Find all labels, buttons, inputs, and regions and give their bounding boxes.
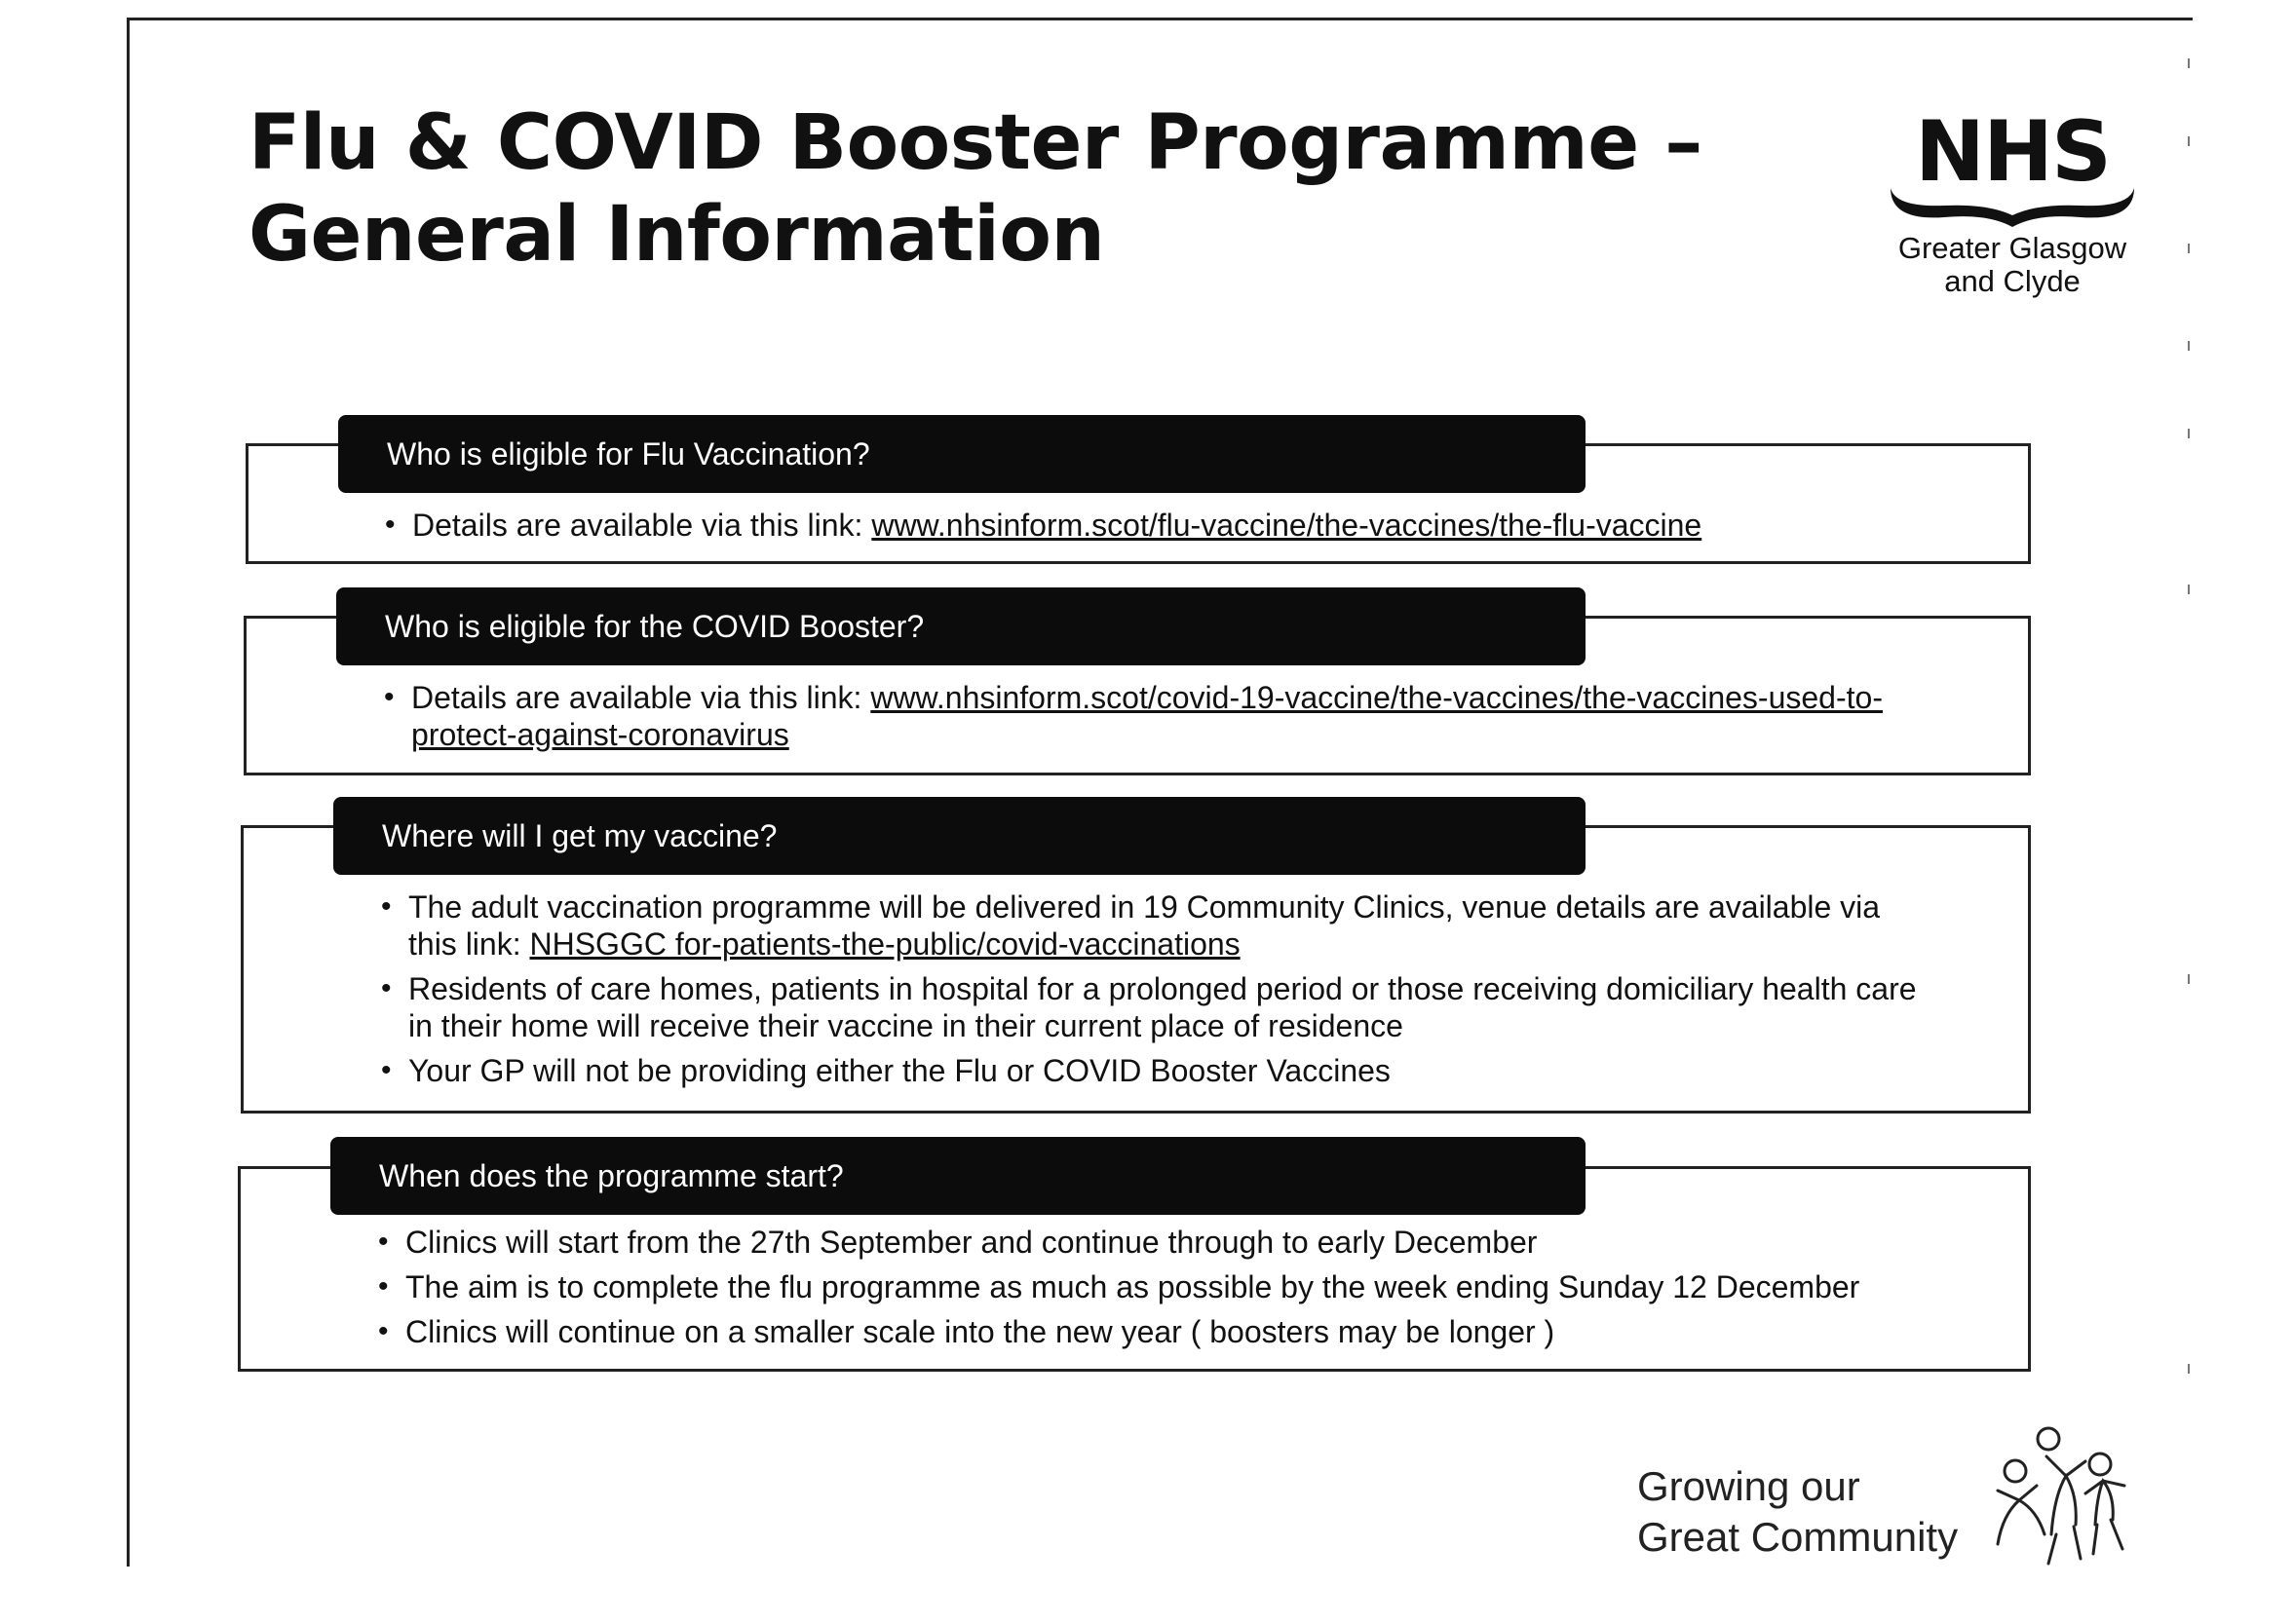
nhs-logo-line-2: and Clyde: [1944, 264, 2081, 298]
list-item: [378, 1224, 1976, 1261]
list-item: [381, 1052, 1921, 1089]
section-heading: Who is eligible for Flu Vaccination?: [338, 415, 1586, 493]
covid-vaccine-link[interactable]: www.nhsinform.scot/covid-19-vaccine/the-vaccines/the-vaccines-used-to-protect-against-coronavirus: [411, 680, 1883, 752]
list-item: [381, 970, 1921, 1044]
nhs-logo-brand: NHS: [1915, 103, 2110, 201]
bullet-text: The adult vaccination programme will be delivered in 19 Community Clinics, venue details are available via this link:: [408, 889, 1881, 962]
footer-line-1: Growing our: [1637, 1463, 1860, 1509]
flu-vaccine-link[interactable]: www.nhsinform.scot/flu-vaccine/the-vaccines/the-flu-vaccine: [871, 508, 1702, 543]
nhs-logo-line-1: Greater Glasgow: [1897, 231, 2127, 265]
bullet-list: [378, 1224, 1976, 1358]
bullet-text: Your GP will not be providing either the Flu or COVID Booster Vaccines: [408, 1053, 1391, 1088]
list-item: [381, 888, 1921, 963]
bullet-text: Details are available via this link:: [412, 508, 872, 543]
page-frame-top: [127, 18, 2193, 20]
bullet-text: Clinics will continue on a smaller scale into the new year ( boosters may be longer ): [405, 1314, 1555, 1349]
section-heading: Who is eligible for the COVID Booster?: [336, 587, 1586, 665]
section-heading: Where will I get my vaccine?: [333, 797, 1586, 875]
list-item: [385, 507, 1993, 544]
footer-line-2: Great Community: [1637, 1514, 1959, 1560]
scan-edge-marks: [2188, 39, 2194, 1500]
page-title-line-2: General Information: [248, 191, 1105, 279]
list-item: [384, 679, 1904, 753]
list-item: [378, 1313, 1976, 1350]
list-item: [378, 1268, 1976, 1305]
bullet-text: The aim is to complete the flu programme as much as possible by the week ending Sunday 12 December: [405, 1269, 1860, 1304]
bullet-text: Clinics will start from the 27th September and continue through to early December: [405, 1225, 1538, 1260]
page-title-line-1: Flu & COVID Booster Programme –: [248, 99, 1702, 187]
bullet-list: [385, 507, 1993, 551]
bullet-text: Residents of care homes, patients in hospital for a prolonged period or those receiving domiciliary health care in their home will receive their vaccine in their current place of residence: [408, 971, 1917, 1043]
nhsggc-vaccinations-link[interactable]: NHSGGC for-patients-the-public/covid-vaccinations: [529, 926, 1241, 962]
community-figures-icon: [1959, 1417, 2144, 1573]
page-title: [248, 97, 1702, 281]
section-heading: When does the programme start?: [330, 1137, 1586, 1215]
bullet-list: [381, 888, 1921, 1097]
nhs-logo: [1852, 102, 2173, 307]
bullet-text: Details are available via this link:: [411, 680, 871, 715]
footer-slogan: [1637, 1461, 1958, 1563]
page-frame-left: [127, 18, 130, 1567]
bullet-list: [384, 679, 1904, 761]
